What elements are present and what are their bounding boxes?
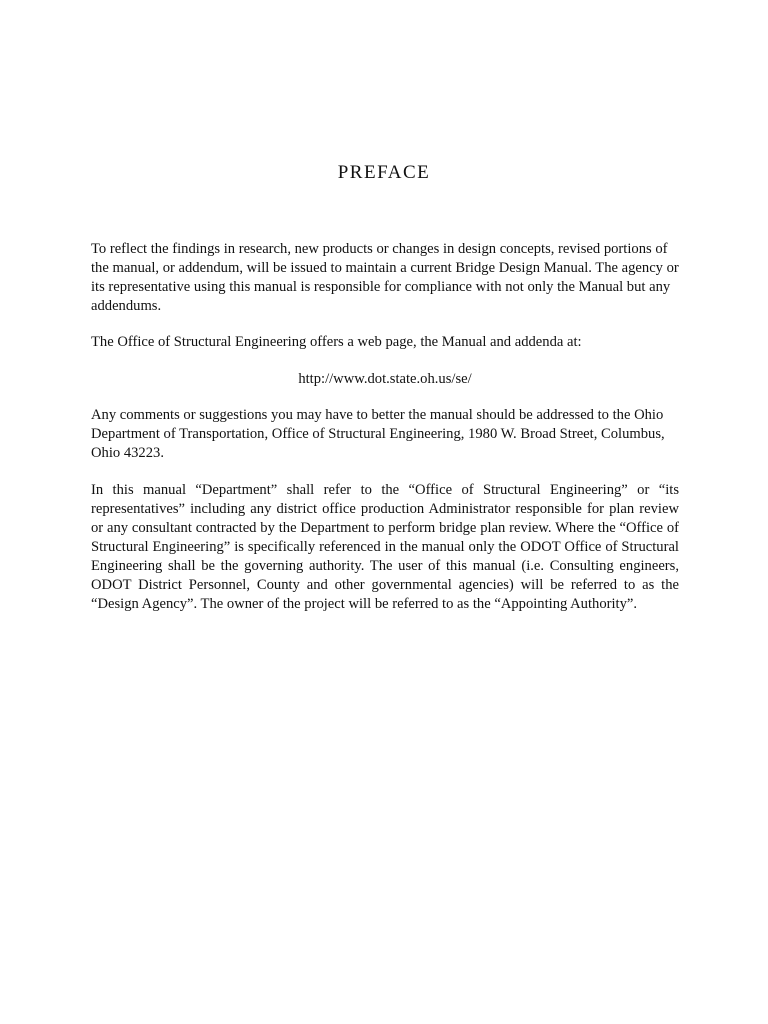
paragraph-web-page: The Office of Structural Engineering offers a web page, the Manual and addenda at: (91, 334, 582, 350)
paragraph-revisions: To reflect the findings in research, new products or changes in design concepts, revised portions of the manual, or addendum, will be issued to maintain a current Bridge Design Manual. The agency or its representative using this manual is responsible for compliance with not only the Manual but any addendums. (91, 241, 679, 314)
paragraph-comments: Any comments or suggestions you may have to better the manual should be addressed to the Ohio Department of Transportation, Office of Structural Engineering, 1980 W. Broad Street, Columbus, Ohio 43223. (91, 407, 665, 461)
paragraph-definitions: In this manual “Department” shall refer to the “Office of Structural Engineering” or “its representatives” including any district office production Administrator responsible for plan review or any consultant contracted by the Department to perform bridge plan review. Where the “Office of Structural Engineering” is specifically referenced in the manual only the ODOT Office of Structural Engineering shall be the governing authority. The user of this manual (i.e. Consulting engineers, ODOT District Personnel, County and other governmental agencies) will be referred to as the “Design Agency”. The owner of the project will be referred to as the “Appointing Authority”. (91, 482, 679, 612)
web-address-link[interactable]: http://www.dot.state.oh.us/se/ (298, 371, 472, 387)
page-title: PREFACE (337, 162, 431, 183)
